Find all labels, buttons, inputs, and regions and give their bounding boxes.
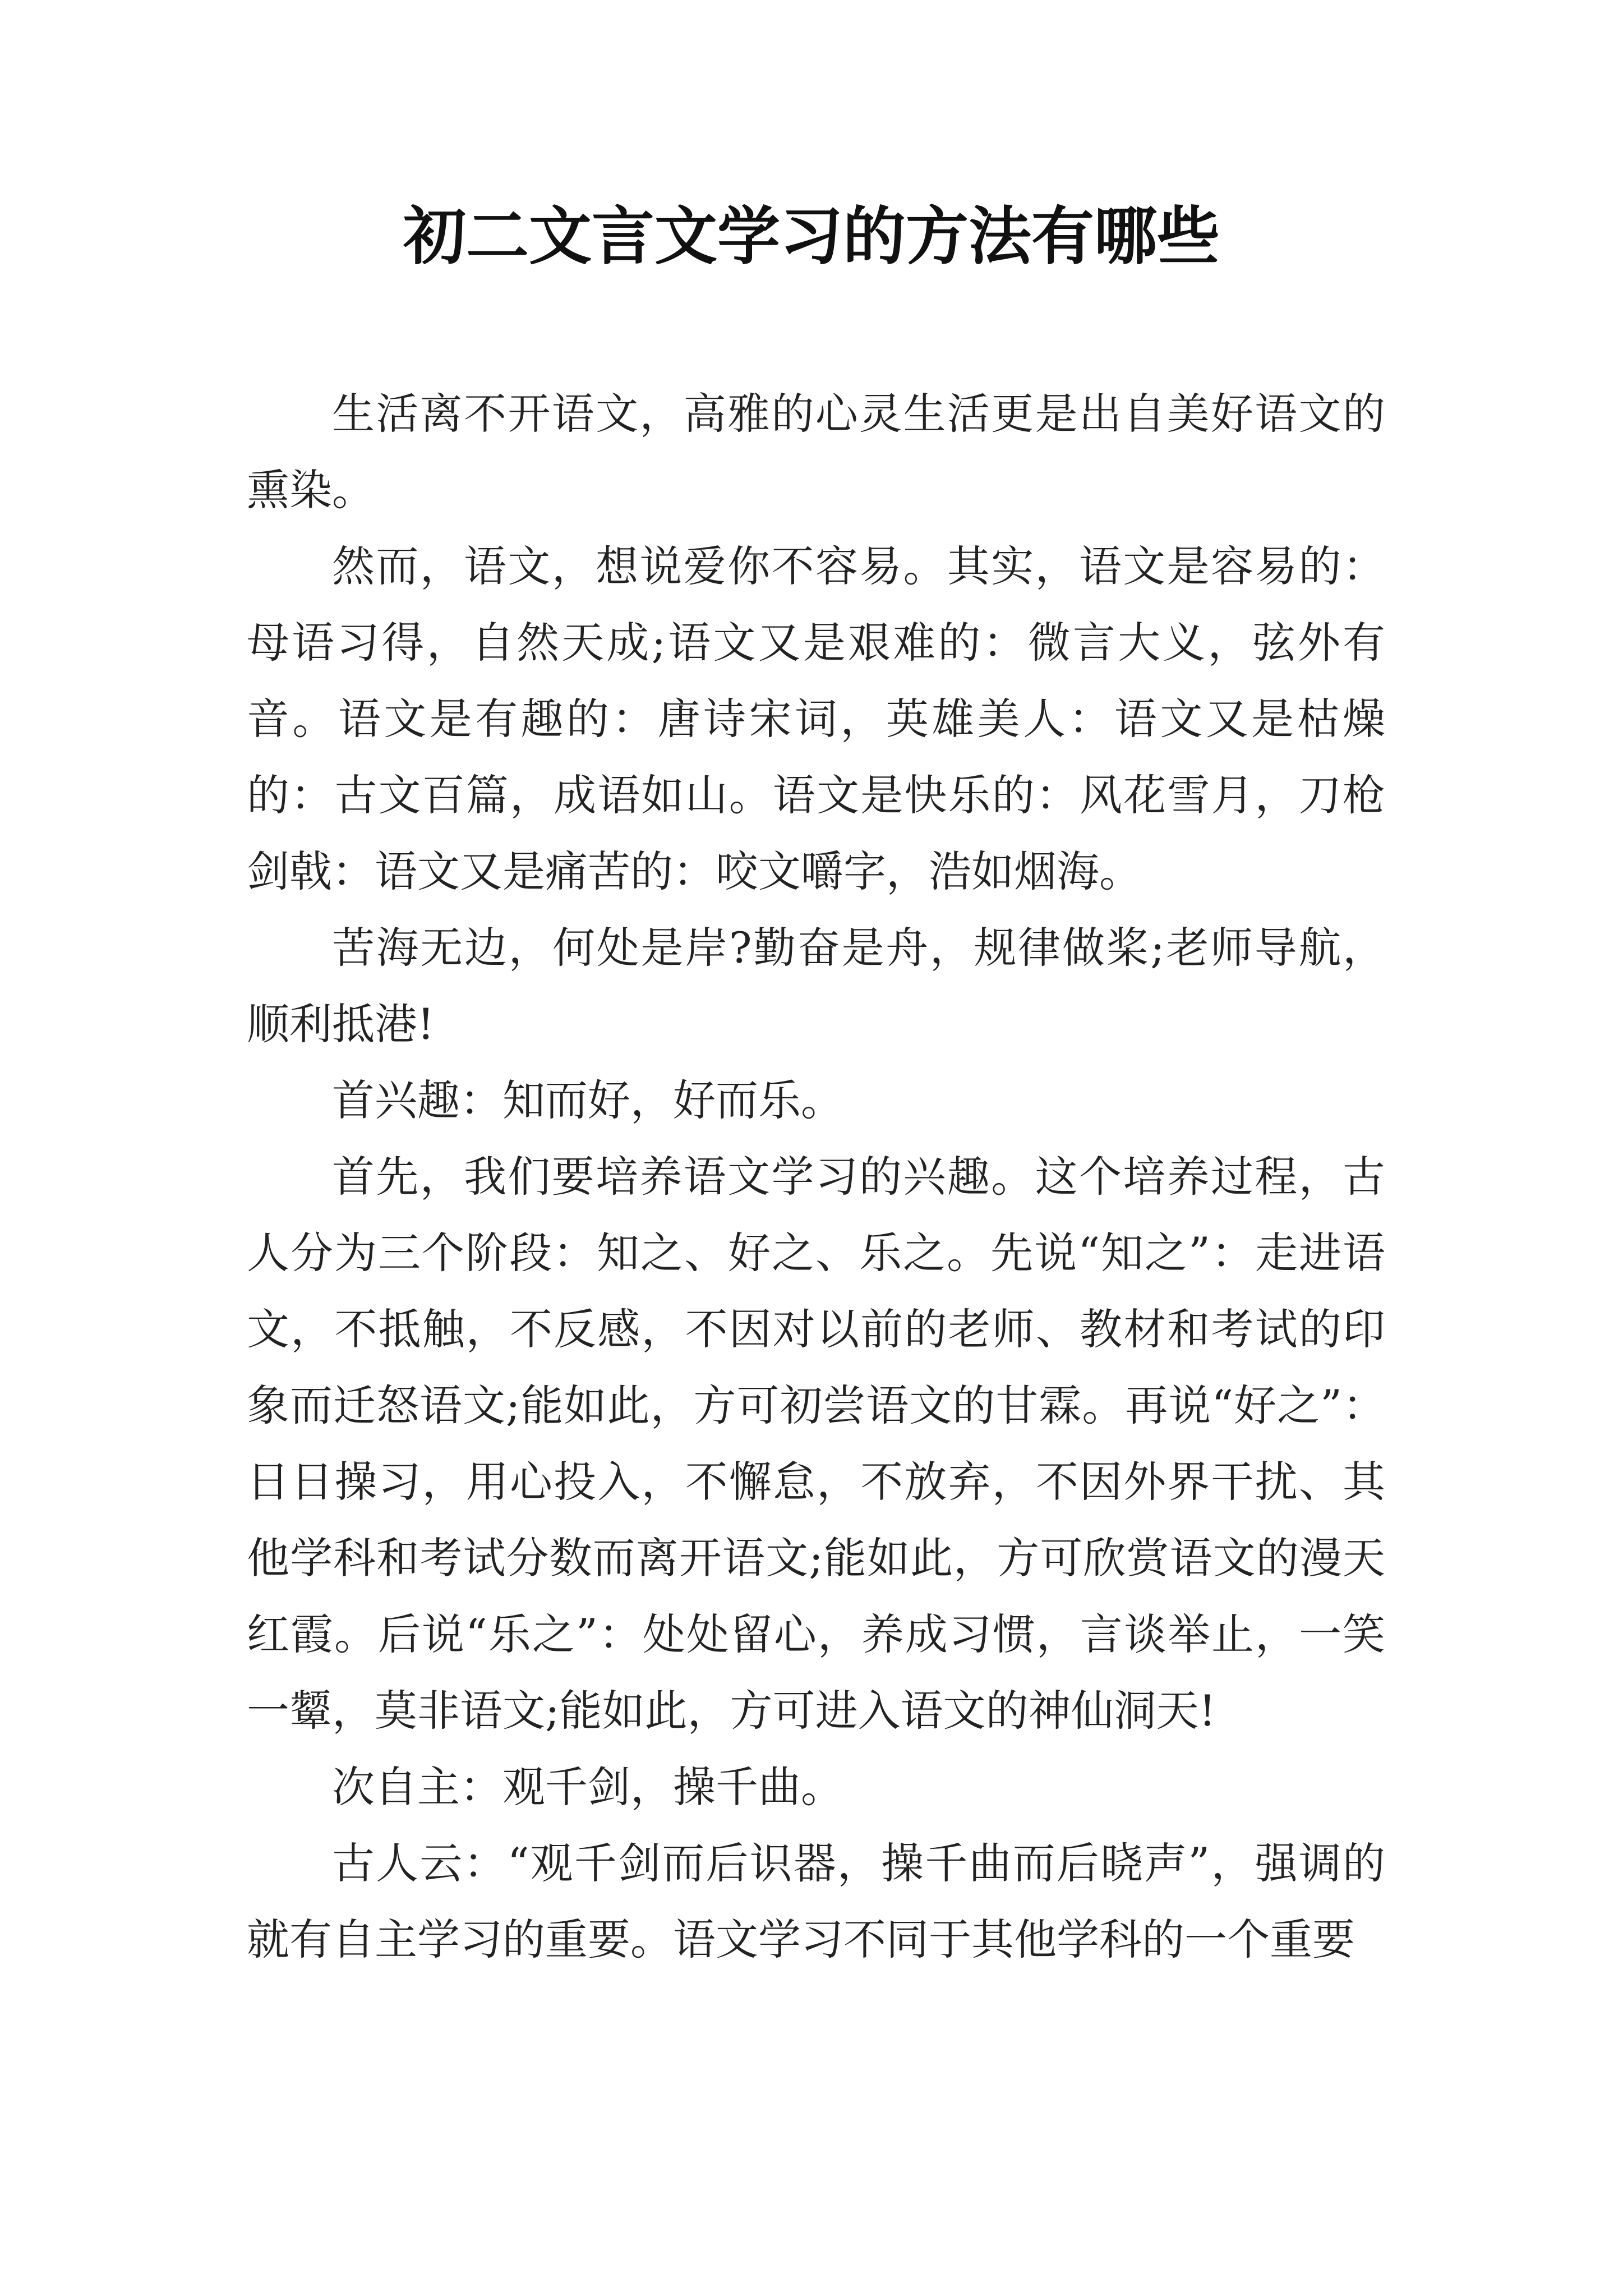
paragraph: 首先，我们要培养语文学习的兴趣。这个培养过程，古人分为三个阶段：知之、好之、乐之。先说“知之”：走进语文，不抵触，不反感，不因对以前的老师、教材和考试的印象而迁怒语文;能如此，方可初尝语文的甘霖。再说“好之”：日日操习，用心投入，不懈怠，不放弃，不因外界干扰、其他学科和考试分数而离开语文;能如此，方可欣赏语文的漫天红霞。后说“乐之”：处处留心，养成习惯，言谈举止，一笑一颦，莫非语文;能如此，方可进入语文的神仙洞天!: [247, 1152, 1385, 1736]
paragraph: 生活离不开语文，高雅的心灵生活更是出自美好语文的熏染。: [247, 389, 1385, 515]
document-title: 初二文言文学习的方法有哪些: [403, 200, 1220, 273]
document-body: [247, 376, 1385, 1978]
paragraph: 苦海无边，何处是岸?勤奋是舟，规律做桨;老师导航，顺利抵港!: [247, 923, 1385, 1049]
paragraph: 然而，语文，想说爱你不容易。其实，语文是容易的：母语习得，自然天成;语文又是艰难的：微言大义，弦外有音。语文是有趣的：唐诗宋词，英雄美人：语文又是枯燥的：古文百篇，成语如山。语文是快乐的：风花雪月，刀枪剑戟：语文又是痛苦的：咬文嚼字，浩如烟海。: [247, 541, 1385, 896]
section-heading: 次自主：观千剑，操千曲。: [332, 1762, 843, 1812]
section-heading: 首兴趣：知而好，好而乐。: [332, 1075, 843, 1125]
paragraph: 古人云：“观千剑而后识器，操千曲而后晓声”，强调的就有自主学习的重要。语文学习不同于其他学科的一个重要: [247, 1838, 1385, 1964]
